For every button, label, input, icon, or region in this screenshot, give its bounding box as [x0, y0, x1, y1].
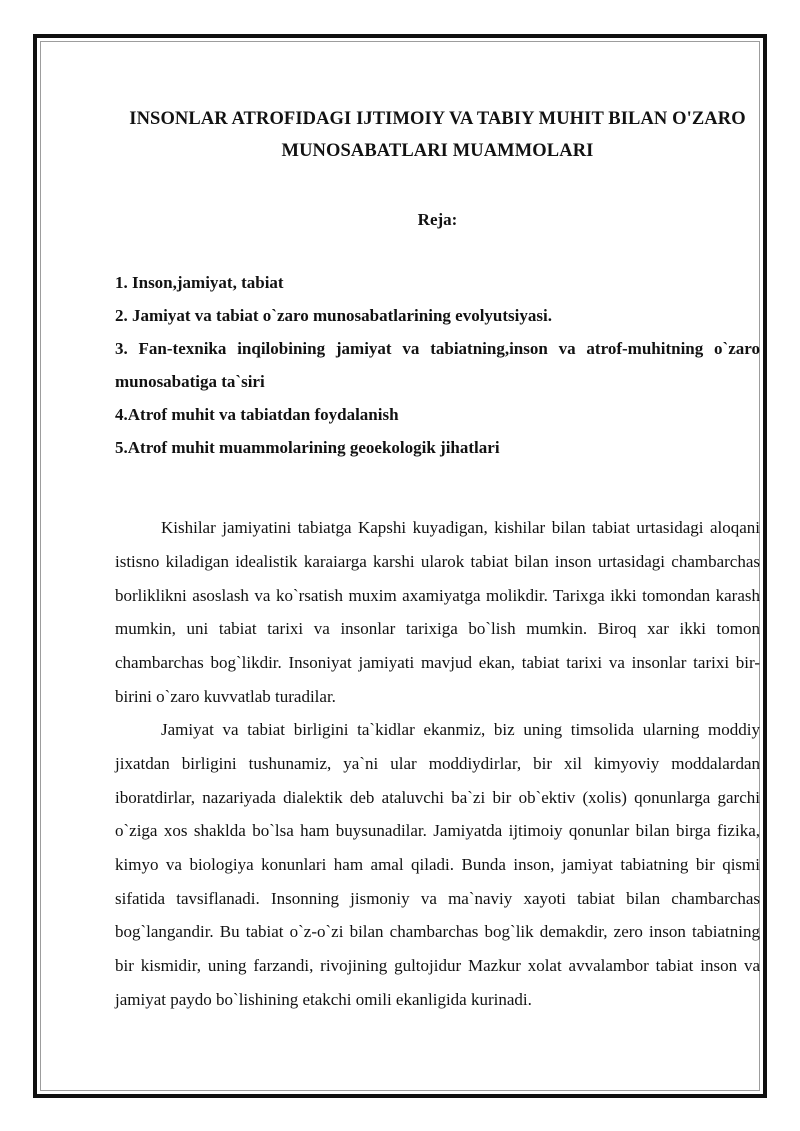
outline-item-5: 5.Atrof muhit muammolarining geoekologik jihatlari: [115, 438, 500, 458]
page-title-line-1: INSONLAR ATROFIDAGI IJTIMOIY VA TABIY MUHIT BILAN O'ZARO: [129, 109, 746, 129]
body-paragraph-1: Kishilar jamiyatini tabiatga Kapshi kuyadigan, kishilar bilan tabiat urtasidagi aloqani istisno kiladigan idealistik karaiarga karshi ularok tabiat bilan inson urtasidagi chambarchas borliklikni asoslash va ko`rsatish muxim axamiyatga molikdir. Tarixga ikki tomondan karash mumkin, uni tabiat tarixi va insonlar tarixiga bo`lish mumkin. Biroq xar ikki tomon chambarchas bog`likdir. Insoniyat jamiyati mavjud ekan, tabiat tarixi va insonlar tarixi bir-birini o`zaro kuvvatlab turadilar.: [115, 518, 760, 706]
outline-item-3: 3. Fan-texnika inqilobining jamiyat va tabiatning,inson va atrof-muhitning o`zaro munosabatiga ta`siri: [115, 338, 760, 392]
plan-heading: Reja:: [417, 209, 458, 229]
outline-item-4: 4.Atrof muhit va tabiatdan foydalanish: [115, 405, 399, 425]
body-text: [115, 464, 760, 1016]
document-content: [115, 104, 760, 1016]
body-paragraph-2: Jamiyat va tabiat birligini ta`kidlar ekanmiz, biz uning timsolida ularning moddiy jixatdan birligini tushunamiz, ya`ni ular moddiydirlar, bir xil kimyoviy moddalardan iboratdirlar, nazariyada dialektik deb ataluvchi ba`zi bir ob`ektiv (xolis) qonunlarga garchi o`ziga xos shaklda bo`lsa ham buysunadilar. Jamiyatda ijtimoiy qonunlar bilan birga fizika, kimyo va biologiya konunlari ham amal qiladi. Bunda inson, jamiyat tabiatning bir qismi sifatida tavsiflanadi. Insonning jismoniy va ma`naviy xayoti tabiat bilan chambarchas bog`langandir. Bu tabiat o`z-o`zi bilan chambarchas bog`lik demakdir, zero inson tabiatning bir kismidir, uning farzandi, rivojining gultojidur Mazkur xolat avvalambor tabiat inson va jamiyat paydo bo`lishining etakchi omili ekanligida kurinadi.: [115, 720, 760, 1009]
page-title: [115, 104, 760, 168]
outline-list: [115, 230, 760, 465]
outline-item-2: 2. Jamiyat va tabiat o`zaro munosabatlarining evolyutsiyasi.: [115, 305, 552, 325]
page-border: [33, 34, 767, 1098]
outline-item-1: 1. Inson,jamiyat, tabiat: [115, 272, 284, 292]
page-title-line-2: MUNOSABATLARI MUAMMOLARI: [281, 140, 594, 161]
